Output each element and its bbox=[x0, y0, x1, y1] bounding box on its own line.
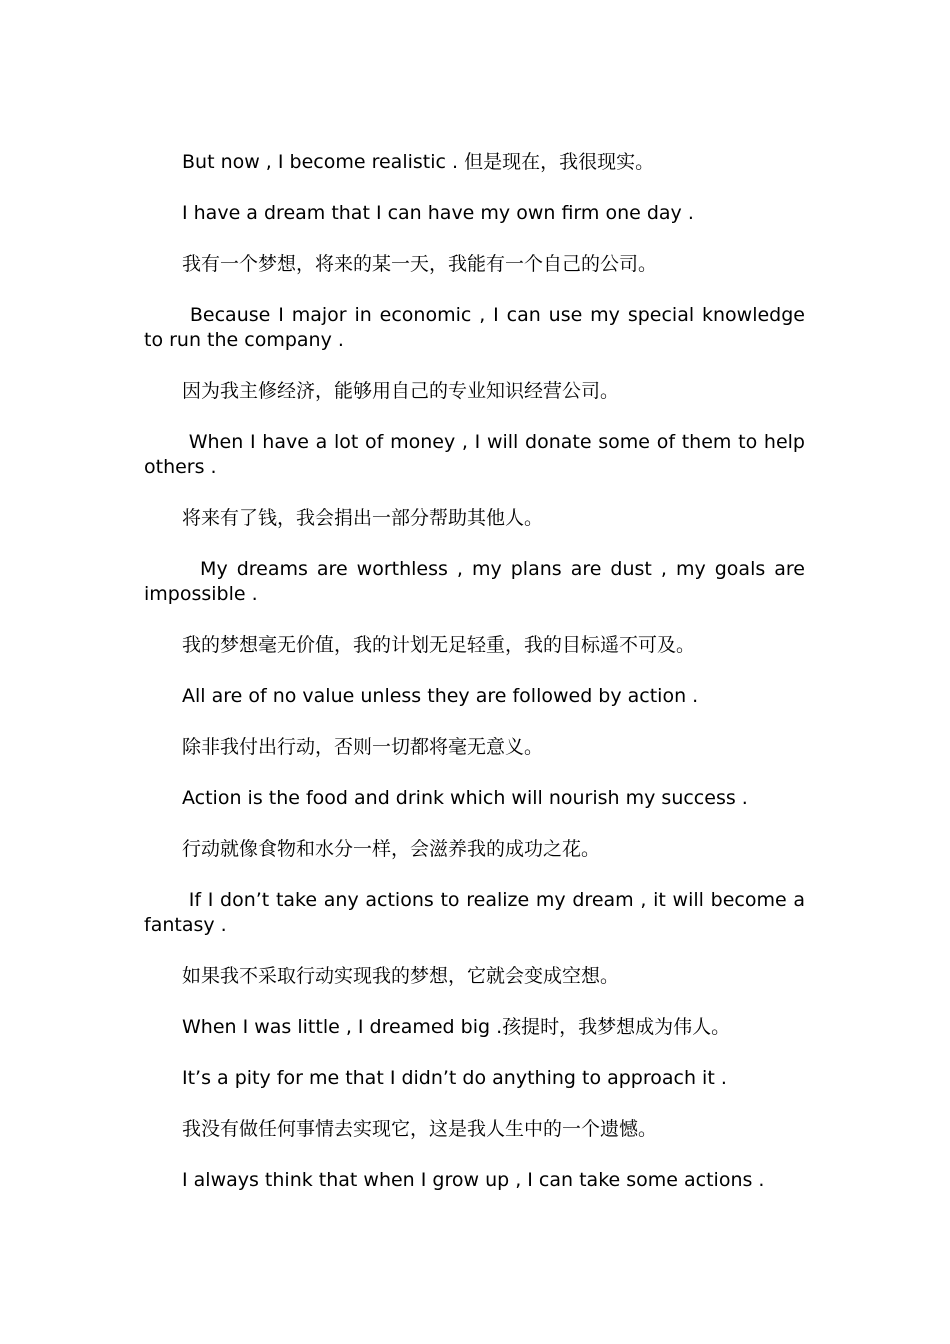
paragraph-3: 我有一个梦想，将来的某一天，我能有一个自己的公司。 bbox=[182, 253, 658, 275]
paragraph-11: 除非我付出行动，否则一切都将毫无意义。 bbox=[182, 736, 544, 758]
paragraph-16: When I was little , I dreamed big .孩提时，我梦想成为伟人。 bbox=[182, 1016, 731, 1038]
paragraph-7: 将来有了钱，我会捐出一部分帮助其他人。 bbox=[182, 507, 544, 529]
paragraph-13: 行动就像食物和水分一样，会滋养我的成功之花。 bbox=[182, 838, 601, 860]
paragraph-6: When I have a lot of money , I will donate some of them to help others . bbox=[144, 431, 812, 478]
paragraph-5: 因为我主修经济，能够用自己的专业知识经营公司。 bbox=[182, 380, 620, 402]
paragraph-10: All are of no value unless they are followed by action . bbox=[182, 685, 699, 707]
paragraph-1: But now , I become realistic . 但是现在，我很现实。 bbox=[182, 151, 655, 173]
paragraph-8: My dreams are worthless , my plans are dust , my goals are impossible . bbox=[144, 558, 812, 605]
paragraph-14: If I don’t take any actions to realize my dream , it will become a fantasy . bbox=[144, 889, 812, 936]
paragraph-2: I have a dream that I can have my own firm one day . bbox=[182, 202, 694, 224]
paragraph-12: Action is the food and drink which will nourish my success . bbox=[182, 787, 748, 809]
paragraph-9: 我的梦想毫无价值，我的计划无足轻重，我的目标遥不可及。 bbox=[182, 634, 696, 656]
paragraph-4: Because I major in economic , I can use my special knowledge to run the company . bbox=[144, 304, 812, 351]
paragraph-19: I always think that when I grow up , I can take some actions . bbox=[182, 1169, 765, 1191]
paragraph-17: It’s a pity for me that I didn’t do anything to approach it . bbox=[182, 1067, 727, 1089]
document-body bbox=[144, 150, 812, 1193]
paragraph-18: 我没有做任何事情去实现它，这是我人生中的一个遗憾。 bbox=[182, 1118, 658, 1140]
paragraph-15: 如果我不采取行动实现我的梦想，它就会变成空想。 bbox=[182, 965, 620, 987]
